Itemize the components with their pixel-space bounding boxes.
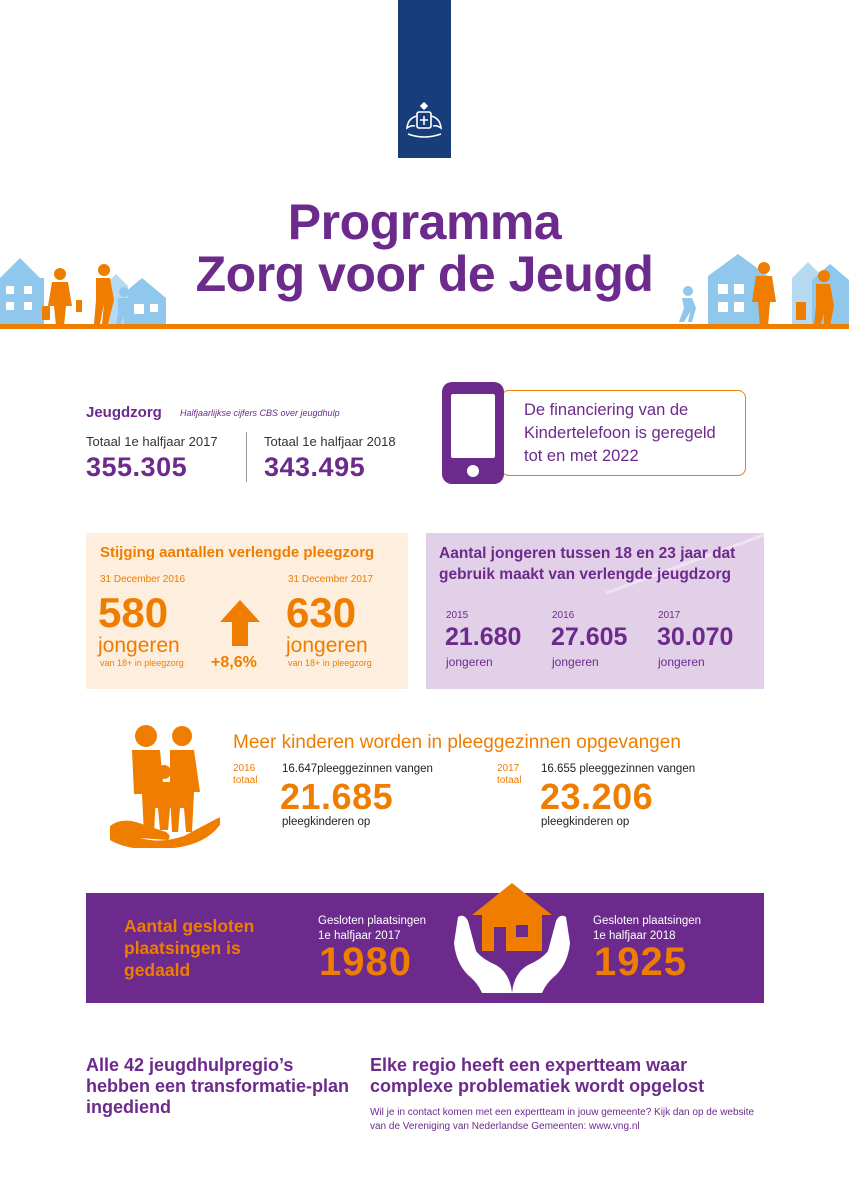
pleeggezinnen-year-2017 [497,763,521,787]
running-child-icon [676,286,700,324]
gesloten-title: Aantal gesloten plaatsingen is gedaald [124,916,255,980]
jeugdzorg-value-2017: 355.305 [86,452,188,482]
verlengde-pleegzorg-panel [86,533,408,689]
header-divider-line [0,324,849,329]
jeugdzorg-title: Jeugdzorg [86,404,162,421]
gesloten-plaatsingen-band [86,893,764,1003]
verlengde-unit-2017: jongeren [658,655,705,669]
pleeggezinnen-year-2016-label: 2016 [233,763,256,774]
verlengde-unit-2016: jongeren [552,655,599,669]
pleeggezinnen-year-2016 [233,763,257,787]
house-in-hands-icon [452,881,572,1005]
kindertelefoon-box [501,390,746,476]
gesloten-value-2018: 1925 [594,940,687,984]
kindertelefoon-line-1: De financiering van de [524,401,689,419]
pleeggezinnen-2017-line1: 16.655 pleeggezinnen vangen [541,763,696,775]
jeugdzorg-subtitle: Halfjaarlijkse cijfers CBS over jeugdhulp [180,408,340,418]
pleeggezinnen-year-2017-label: 2017 [497,763,520,774]
pleeggezinnen-year-2016-note: totaal [233,775,258,786]
pleeggezinnen-2016-line1: 16.647pleeggezinnen vangen [282,763,433,775]
pleegzorg-note-2016: van 18+ in pleegzorg [100,658,184,668]
gesloten-value-2017: 1980 [319,940,412,984]
pleegzorg-note-2017: van 18+ in pleegzorg [288,658,372,668]
gesloten-label-2018-line2: 1e halfjaar 2018 [593,930,676,942]
pleeggezinnen-year-2017-note: totaal [497,775,522,786]
verlengde-jeugdzorg-title: Aantal jongeren tussen 18 en 23 jaar dat gebruik maakt van verlengde jeugdzorg [439,545,736,583]
gesloten-label-2018-line1: Gesloten plaatsingen [593,915,702,927]
verlengde-value-2017: 30.070 [657,623,734,651]
jeugdzorg-label-2018: Totaal 1e halfjaar 2018 [264,434,396,449]
pleeggezinnen-title: Meer kinderen worden in pleeggezinnen opgevangen [233,732,681,753]
gesloten-label-2017-line2: 1e halfjaar 2017 [318,930,401,942]
verlengde-unit-2015: jongeren [446,655,493,669]
pleeggezinnen-2017-line2: pleegkinderen op [541,816,630,828]
pleegzorg-date-2016: 31 December 2016 [100,574,186,585]
kindertelefoon-line-2: Kindertelefoon is geregeld [524,424,716,442]
houses-and-people-illustration-right [700,250,849,326]
pleeggezinnen-2016-line2: pleegkinderen op [282,816,371,828]
expertteam-text: Wil je in contact komen met een expertteam in jouw gemeente? Kijk dan op de website van de Vereniging van Nederlandse Gemeenten: www.vng.nl [370,1107,755,1132]
verlengde-year-2015: 2015 [446,610,469,621]
family-in-hand-icon [108,722,220,848]
expertteam-title: Elke regio heeft een expertteam waar complexe problematiek wordt opgelost [370,1055,705,1096]
pleegzorg-value-2016: 580 [98,589,169,636]
kindertelefoon-line-3: tot en met 2022 [524,447,639,465]
pleegzorg-value-2017: 630 [286,589,357,636]
pleegzorg-unit-2017: jongeren [286,634,368,657]
pleegzorg-increase: +8,6% [211,654,257,671]
verlengde-value-2016: 27.605 [551,623,628,651]
jeugdzorg-divider [246,432,247,482]
verlengde-year-2016: 2016 [552,610,575,621]
jeugdzorg-label-2017: Totaal 1e halfjaar 2017 [86,434,218,449]
title-line-2: Zorg voor de Jeugd [195,246,654,302]
pleeggezinnen-2016-value: 21.685 [280,776,394,817]
pleeggezinnen-2017-value: 23.206 [540,776,654,817]
pleegzorg-date-2017: 31 December 2017 [288,574,374,585]
pleegzorg-title: Stijging aantallen verlengde pleegzorg [100,544,375,561]
arrow-up-icon [218,598,262,648]
verlengde-value-2015: 21.680 [445,623,522,651]
verlengde-year-2017: 2017 [658,610,681,621]
government-logo-bar [398,0,451,158]
verlengde-jeugdzorg-panel [426,533,764,689]
jeugdzorg-value-2018: 343.495 [264,452,366,482]
transformatieplan-statement: Alle 42 jeugdhulpregio’s hebben een transformatie-plan ingediend [86,1055,350,1117]
gesloten-label-2017-line1: Gesloten plaatsingen [318,915,427,927]
pleegzorg-unit-2016: jongeren [98,634,180,657]
smartphone-icon [440,380,506,486]
houses-and-people-illustration-left [0,250,190,326]
title-line-1: Programma [287,194,562,250]
coat-of-arms-icon [402,100,447,142]
